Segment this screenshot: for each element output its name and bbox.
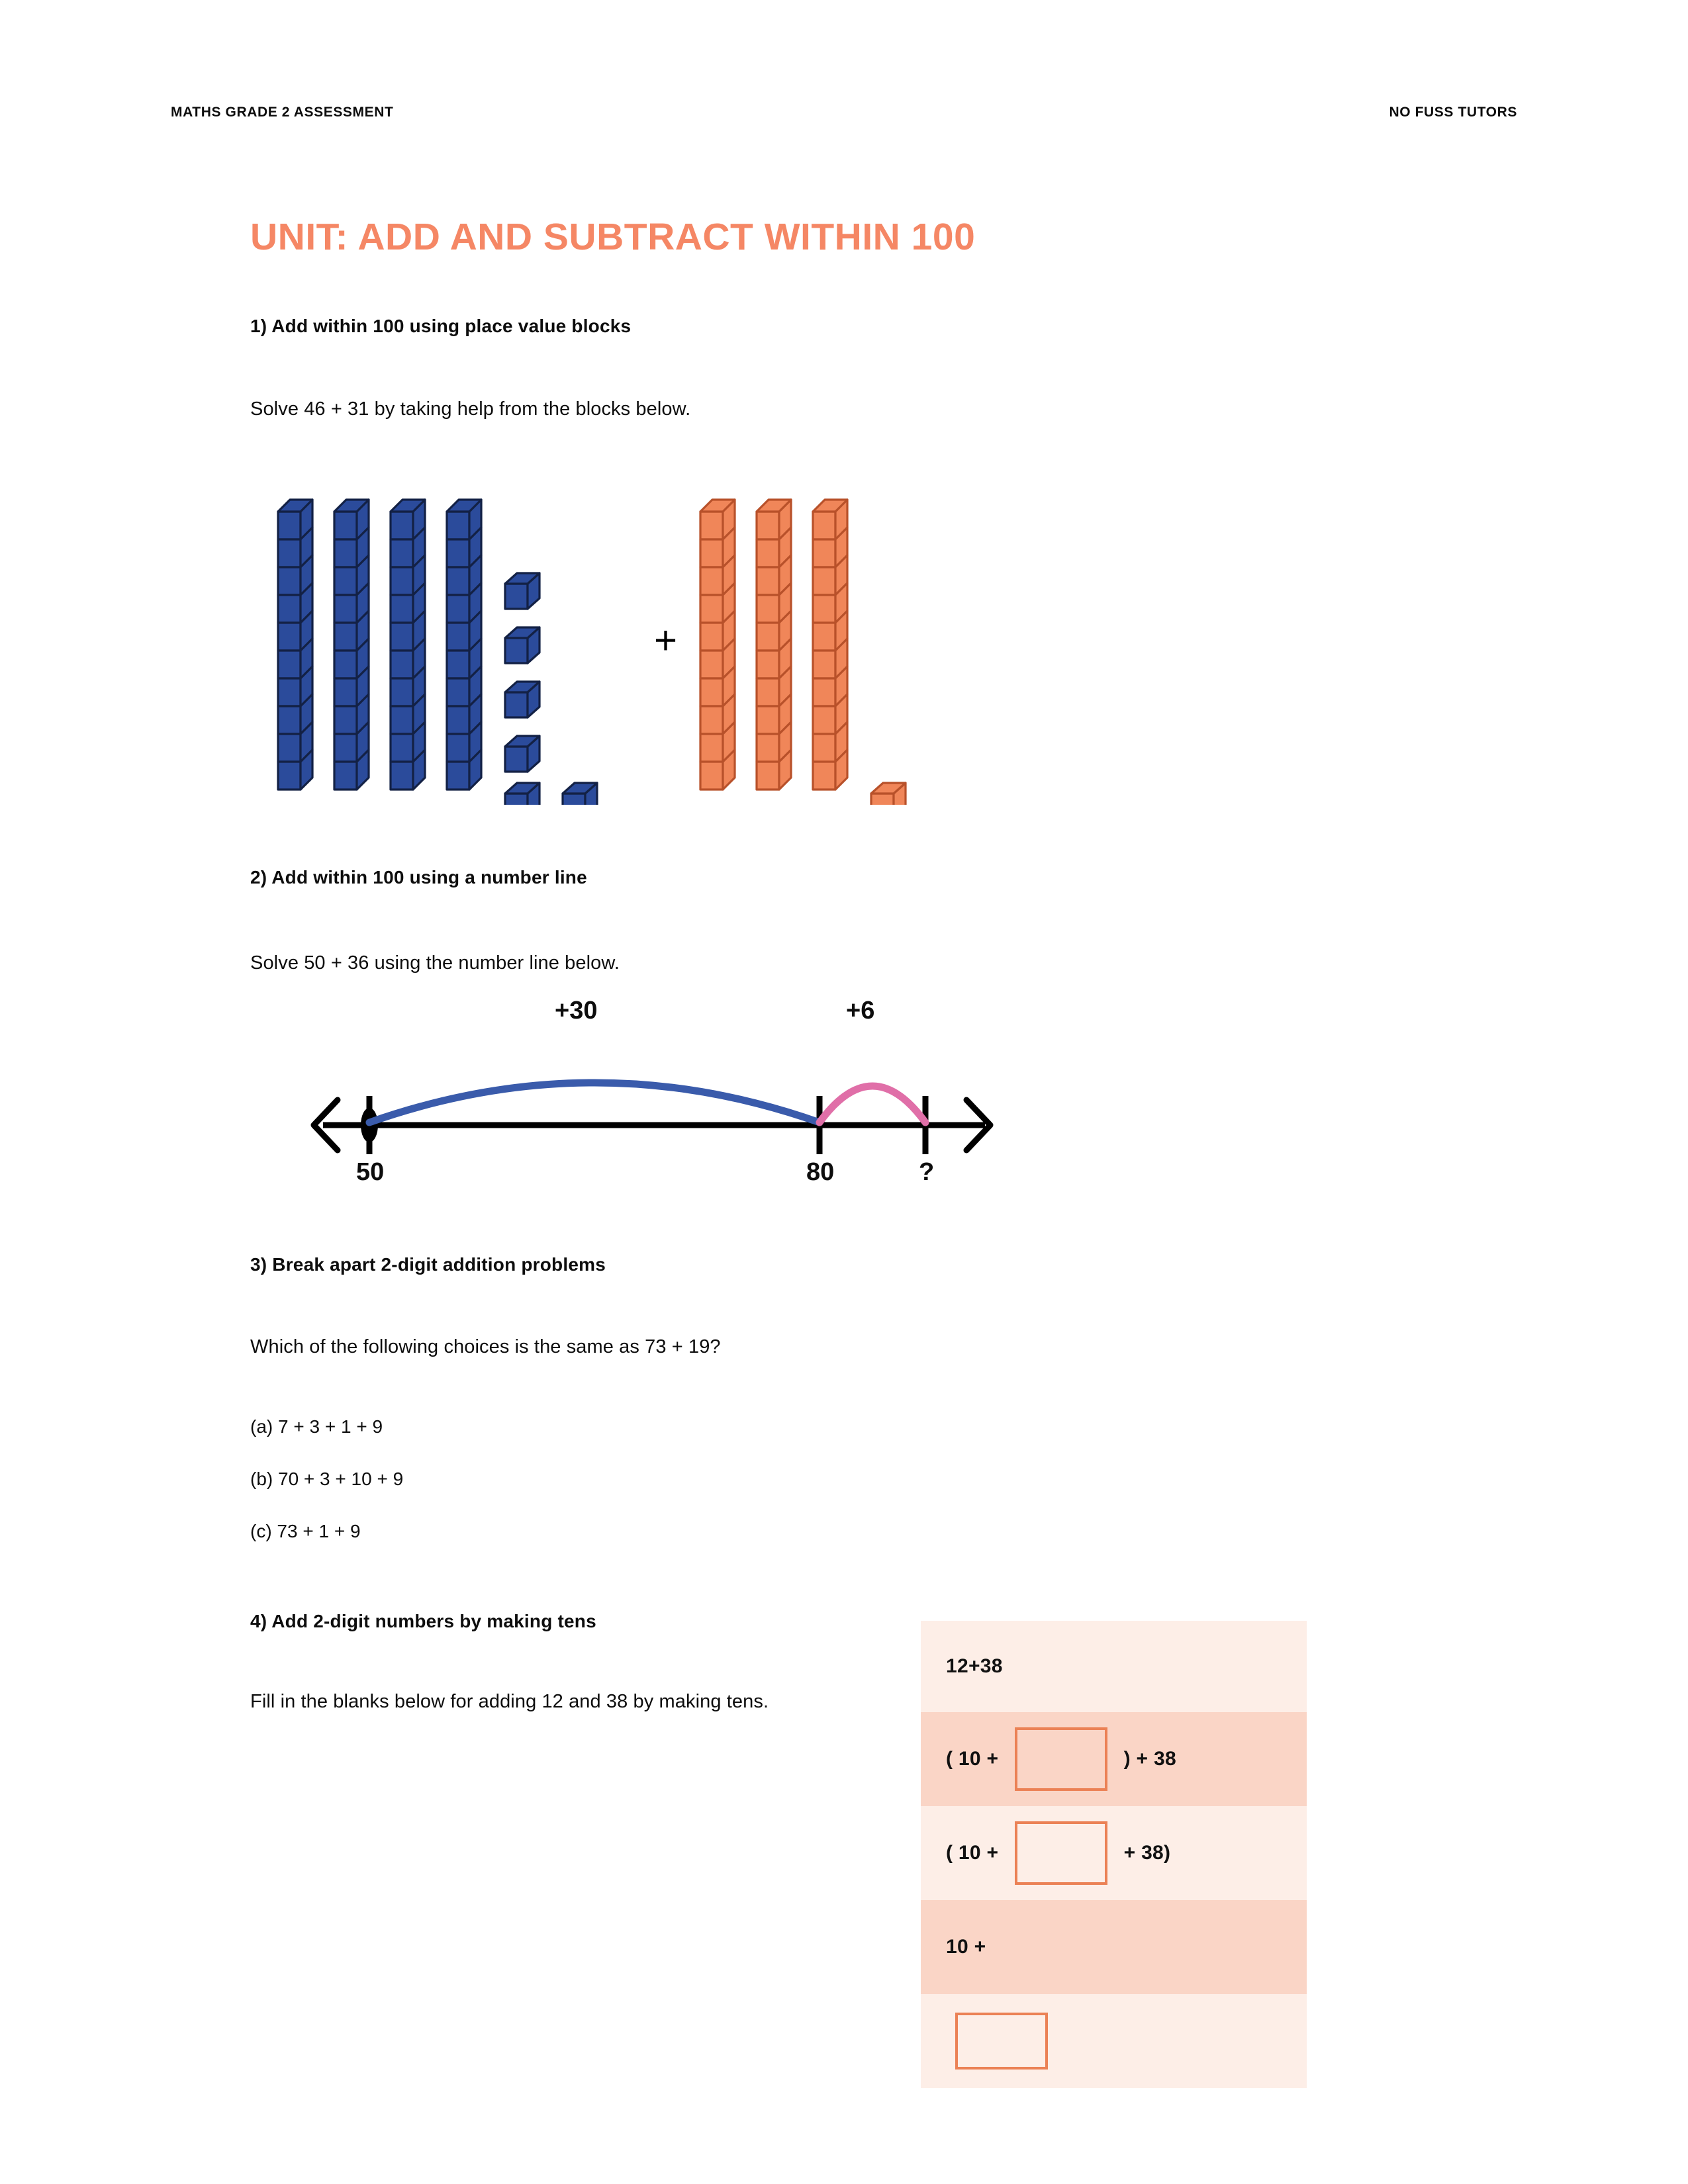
question-3-choice-c[interactable]: (c) 73 + 1 + 9 <box>250 1521 361 1541</box>
question-1-prompt: Solve 46 + 31 by taking help from the blocks below. <box>250 398 691 420</box>
table-cell-text-prefix: ( 10 + <box>946 1842 1004 1864</box>
blue-unit-cube <box>505 736 539 772</box>
making-tens-table <box>921 1621 1307 2088</box>
blue-rod-of-ten <box>334 500 369 790</box>
table-row <box>921 1806 1307 1900</box>
jump-arc-plus-thirty <box>369 1083 820 1122</box>
answer-blank-box[interactable] <box>1015 1727 1107 1791</box>
question-1-heading: 1) Add within 100 using place value blocks <box>250 316 632 336</box>
blue-unit-cube <box>505 682 539 717</box>
orange-rod-of-ten <box>700 500 735 790</box>
number-line-unknown-label: ? <box>919 1158 935 1186</box>
question-3-prompt: Which of the following choices is the same as 73 + 19? <box>250 1336 721 1357</box>
question-4-prompt: Fill in the blanks below for adding 12 and 38 by making tens. <box>250 1691 769 1712</box>
table-cell-text-suffix: ) + 38 <box>1117 1748 1176 1770</box>
page-title: UNIT: ADD AND SUBTRACT WITHIN 100 <box>250 216 976 258</box>
question-3-heading: 3) Break apart 2-digit addition problems <box>250 1254 606 1275</box>
blue-unit-cube <box>505 573 539 609</box>
question-3-choice-a[interactable]: (a) 7 + 3 + 1 + 9 <box>250 1416 383 1437</box>
table-cell-expression: 12+38 <box>946 1655 1003 1677</box>
table-row <box>921 1621 1307 1712</box>
orange-rod-of-ten <box>757 500 791 790</box>
header-right-brand: NO FUSS TUTORS <box>1389 105 1517 120</box>
place-value-blocks-svg <box>263 474 939 805</box>
table-row <box>921 1994 1307 2088</box>
orange-rod-of-ten <box>813 500 847 790</box>
blue-rod-of-ten <box>278 500 312 790</box>
plus-operator-symbol: + <box>654 618 678 662</box>
jump-one-label: +30 <box>555 997 598 1024</box>
header-left-label: MATHS GRADE 2 ASSESSMENT <box>171 105 394 120</box>
number-line-mid-label: 80 <box>806 1158 835 1186</box>
jump-two-label: +6 <box>846 997 875 1024</box>
number-line-start-label: 50 <box>356 1158 385 1186</box>
page-running-header <box>0 105 1688 124</box>
question-4-heading: 4) Add 2-digit numbers by making tens <box>250 1611 596 1631</box>
table-row <box>921 1712 1307 1806</box>
jump-arc-plus-six <box>820 1086 925 1122</box>
table-cell-text-prefix: ( 10 + <box>946 1748 1004 1770</box>
answer-blank-box[interactable] <box>1015 1821 1107 1885</box>
blue-unit-cube <box>505 783 539 805</box>
table-cell-expression: 10 + <box>946 1936 992 1958</box>
table-row <box>921 1900 1307 1994</box>
blue-rod-of-ten <box>391 500 425 790</box>
table-cell-text-suffix: + 38) <box>1117 1842 1171 1864</box>
question-2-prompt: Solve 50 + 36 using the number line below. <box>250 952 620 974</box>
answer-blank-box[interactable] <box>955 2013 1048 2070</box>
blue-unit-cube <box>563 783 597 805</box>
number-line-svg <box>290 993 1084 1211</box>
place-value-blocks-figure <box>263 474 939 805</box>
orange-unit-cube <box>871 783 906 805</box>
number-line-figure <box>290 993 1084 1211</box>
blue-rod-of-ten <box>447 500 481 790</box>
blue-unit-cube <box>505 627 539 663</box>
question-3-choice-b[interactable]: (b) 70 + 3 + 10 + 9 <box>250 1469 404 1489</box>
question-2-heading: 2) Add within 100 using a number line <box>250 867 587 887</box>
